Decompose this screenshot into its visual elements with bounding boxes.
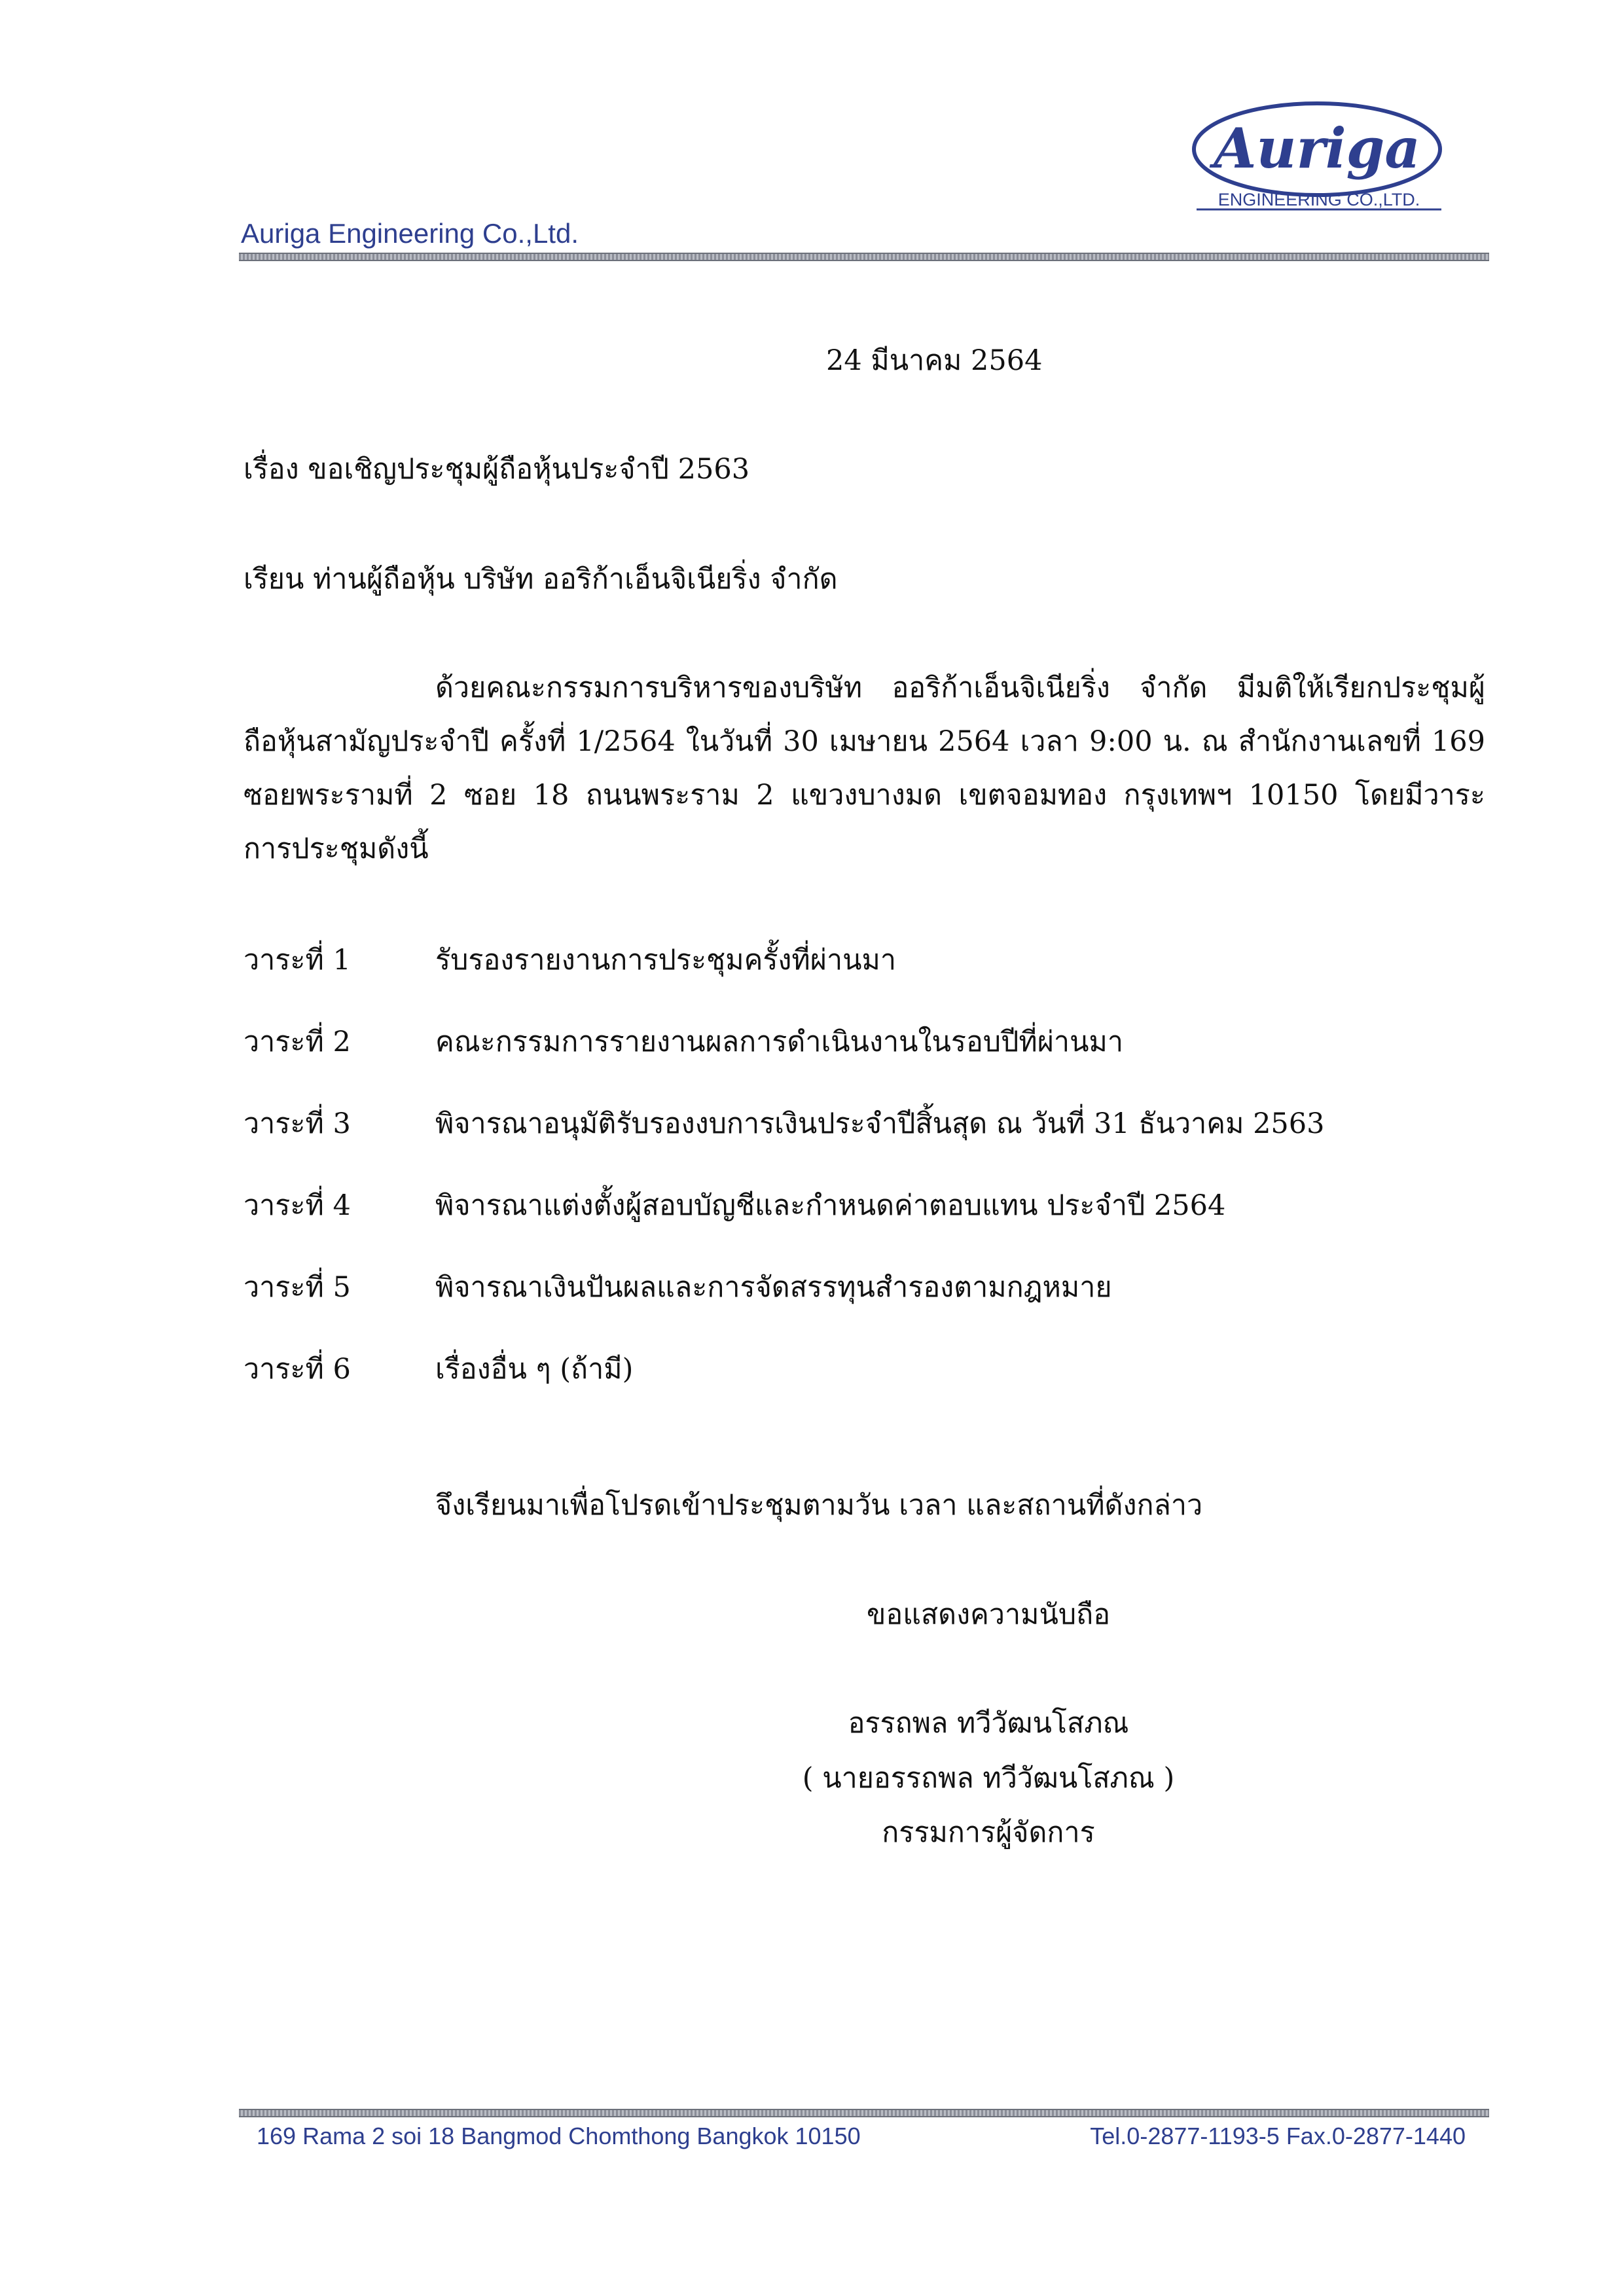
closing-sentence: จึงเรียนมาเพื่อโปรดเข้าประชุมตามวัน เวลา และสถานที่ดังกล่าว (435, 1489, 1203, 1522)
letter-subject: เรื่อง ขอเชิญประชุมผู้ถือหุ้นประจำปี 2563 (244, 453, 750, 486)
header-divider (239, 253, 1489, 261)
letter-recipient: เรียน ท่านผู้ถือหุ้น บริษัท ออริก้าเอ็นจิเนียริ่ง จำกัด (244, 563, 838, 596)
agenda-text: รับรองรายงานการประชุมครั้งที่ผ่านมา (435, 944, 896, 977)
agenda-label: วาระที่ 1 (244, 944, 351, 977)
logo-wordmark: Auriga (1214, 116, 1420, 181)
footer-contact: Tel.0-2877-1193-5 Fax.0-2877-1440 (1090, 2123, 1466, 2149)
paragraph-line: ด้วยคณะกรรมการบริหารของบริษัท ออริก้าเอ็นจิเนียริ่ง จำกัด มีมติให้เรียกประชุมผู้ (435, 672, 1485, 704)
agenda-label: วาระที่ 6 (244, 1353, 351, 1386)
agenda-text: พิจารณาเงินปันผลและการจัดสรรทุนสำรองตามกฎหมาย (435, 1271, 1112, 1304)
signature-name: อรรถพล ทวีวัฒนโสภณ (848, 1707, 1129, 1740)
letter-date: 24 มีนาคม 2564 (826, 344, 1043, 377)
agenda-text: พิจารณาแต่งตั้งผู้สอบบัญชีและกำหนดค่าตอบแทน ประจำปี 2564 (435, 1189, 1226, 1222)
agenda-label: วาระที่ 5 (244, 1271, 351, 1304)
paragraph-line: ถือหุ้นสามัญประจำปี ครั้งที่ 1/2564 ในวันที่ 30 เมษายน 2564 เวลา 9:00 น. ณ สำนักงานเลขที่ 169 (244, 725, 1485, 758)
signature-fullname: ( นายอรรถพล ทวีวัฒนโสภณ ) (802, 1762, 1175, 1795)
company-name-header: Auriga Engineering Co.,Ltd. (241, 218, 579, 249)
paragraph-line: ซอยพระรามที่ 2 ซอย 18 ถนนพระราม 2 แขวงบางมด เขตจอมทอง กรุงเทพฯ 10150 โดยมีวาระ (244, 779, 1485, 812)
paragraph-line: การประชุมดังนี้ (244, 833, 429, 865)
agenda-label: วาระที่ 4 (244, 1189, 351, 1222)
footer-divider (239, 2109, 1489, 2117)
agenda-text: พิจารณาอนุมัติรับรองงบการเงินประจำปีสิ้นสุด ณ วันที่ 31 ธันวาคม 2563 (435, 1107, 1325, 1140)
agenda-label: วาระที่ 3 (244, 1107, 351, 1140)
regards-text: ขอแสดงความนับถือ (866, 1598, 1111, 1631)
footer-address: 169 Rama 2 soi 18 Bangmod Chomthong Bangkok 10150 (257, 2123, 861, 2149)
company-logo (1186, 97, 1454, 213)
agenda-label: วาระที่ 2 (244, 1026, 351, 1058)
agenda-text: เรื่องอื่น ๆ (ถ้ามี) (435, 1353, 634, 1386)
signature-title: กรรมการผู้จัดการ (882, 1816, 1095, 1849)
logo-subtext: ENGINEERING CO.,LTD. (1218, 190, 1420, 209)
agenda-text: คณะกรรมการรายงานผลการดำเนินงานในรอบปีที่ผ่านมา (435, 1026, 1123, 1058)
